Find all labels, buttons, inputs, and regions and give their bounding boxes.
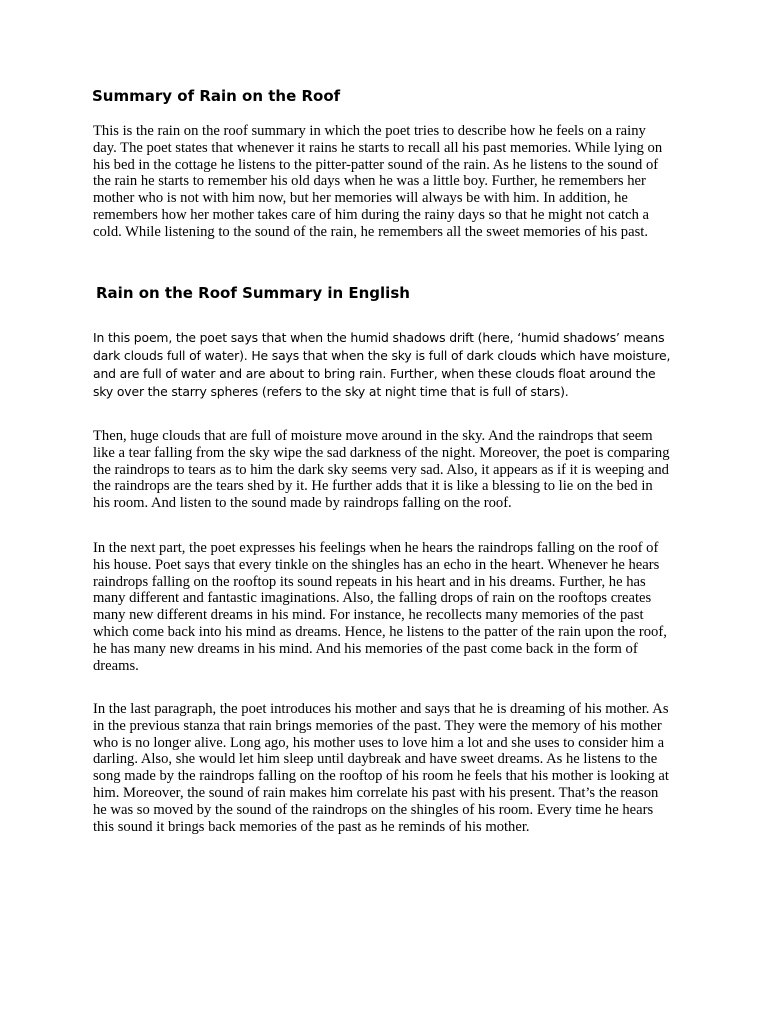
section-subtitle: Rain on the Roof Summary in English — [96, 284, 410, 302]
summary-paragraph-1: This is the rain on the roof summary in which the poet tries to describe how he feels on a rainy day. The poet states that whenever it rains he starts to recall all his past memories. While lying on his bed in the cottage he listens to the pitter-patter sound of the rain. As he listens to the sound of the rain he starts to remember his old days when he was a little boy. Further, he remembers her mother who is not with him now, but her memories will always be with him. In addition, he remembers how her mother takes care of him during the rainy days so that he might not catch a cold. While listening to the sound of the rain, he remembers all the sweet memories of his past. — [93, 123, 663, 240]
summary-paragraph-3: Then, huge clouds that are full of moisture move around in the sky. And the raindrops that seem like a tear falling from the sky wipe the sad darkness of the night. Moreover, the poet is comparing the raindrops to tears as to him the dark sky seems very sad. Also, it appears as if it is weeping and the raindrops are the tears shed by it. He further adds that it is like a blessing to lie on the bed in his room. And listen to the sound made by raindrops falling on the roof. — [93, 428, 670, 512]
summary-paragraph-4: In the next part, the poet expresses his feelings when he hears the raindrops falling on the roof of his house. Poet says that every tinkle on the shingles has an echo in the heart. Whenever he hears raindrops falling on the rooftop its sound repeats in his heart and in his dreams. Further, he has many different and fantastic imaginations. Also, the falling drops of rain on the rooftops creates many new different dreams in his mind. For instance, he recollects many memories of the past which come back into his mind as dreams. Hence, he listens to the patter of the rain upon the roof, he has many new dreams in his mind. And his memories of the past come back in the form of dreams. — [93, 540, 667, 674]
summary-paragraph-5: In the last paragraph, the poet introduces his mother and says that he is dreaming of his mother. As in the previous stanza that rain brings memories of the past. They were the memory of his mother who is no longer alive. Long ago, his mother uses to love him a lot and she uses to consider him a darling. Also, she would let him sleep until daybreak and have sweet dreams. As he listens to the song made by the raindrops falling on the rooftop of his room he feels that his mother is looking at him. Moreover, the sound of rain makes him correlate his past with his present. That’s the reason he was so moved by the sound of the raindrops on the shingles of his room. Every time he hears this sound it brings back memories of the past as he reminds of his mother. — [93, 701, 669, 835]
document-title: Summary of Rain on the Roof — [92, 87, 341, 105]
summary-paragraph-2: In this poem, the poet says that when the humid shadows drift (here, ‘humid shadows’ means dark clouds full of water). He says that when the sky is full of dark clouds which have moisture, and are full of water and are about to bring rain. Further, when these clouds float around the sky over the starry spheres (refers to the sky at night time that is full of stars). — [93, 330, 671, 399]
